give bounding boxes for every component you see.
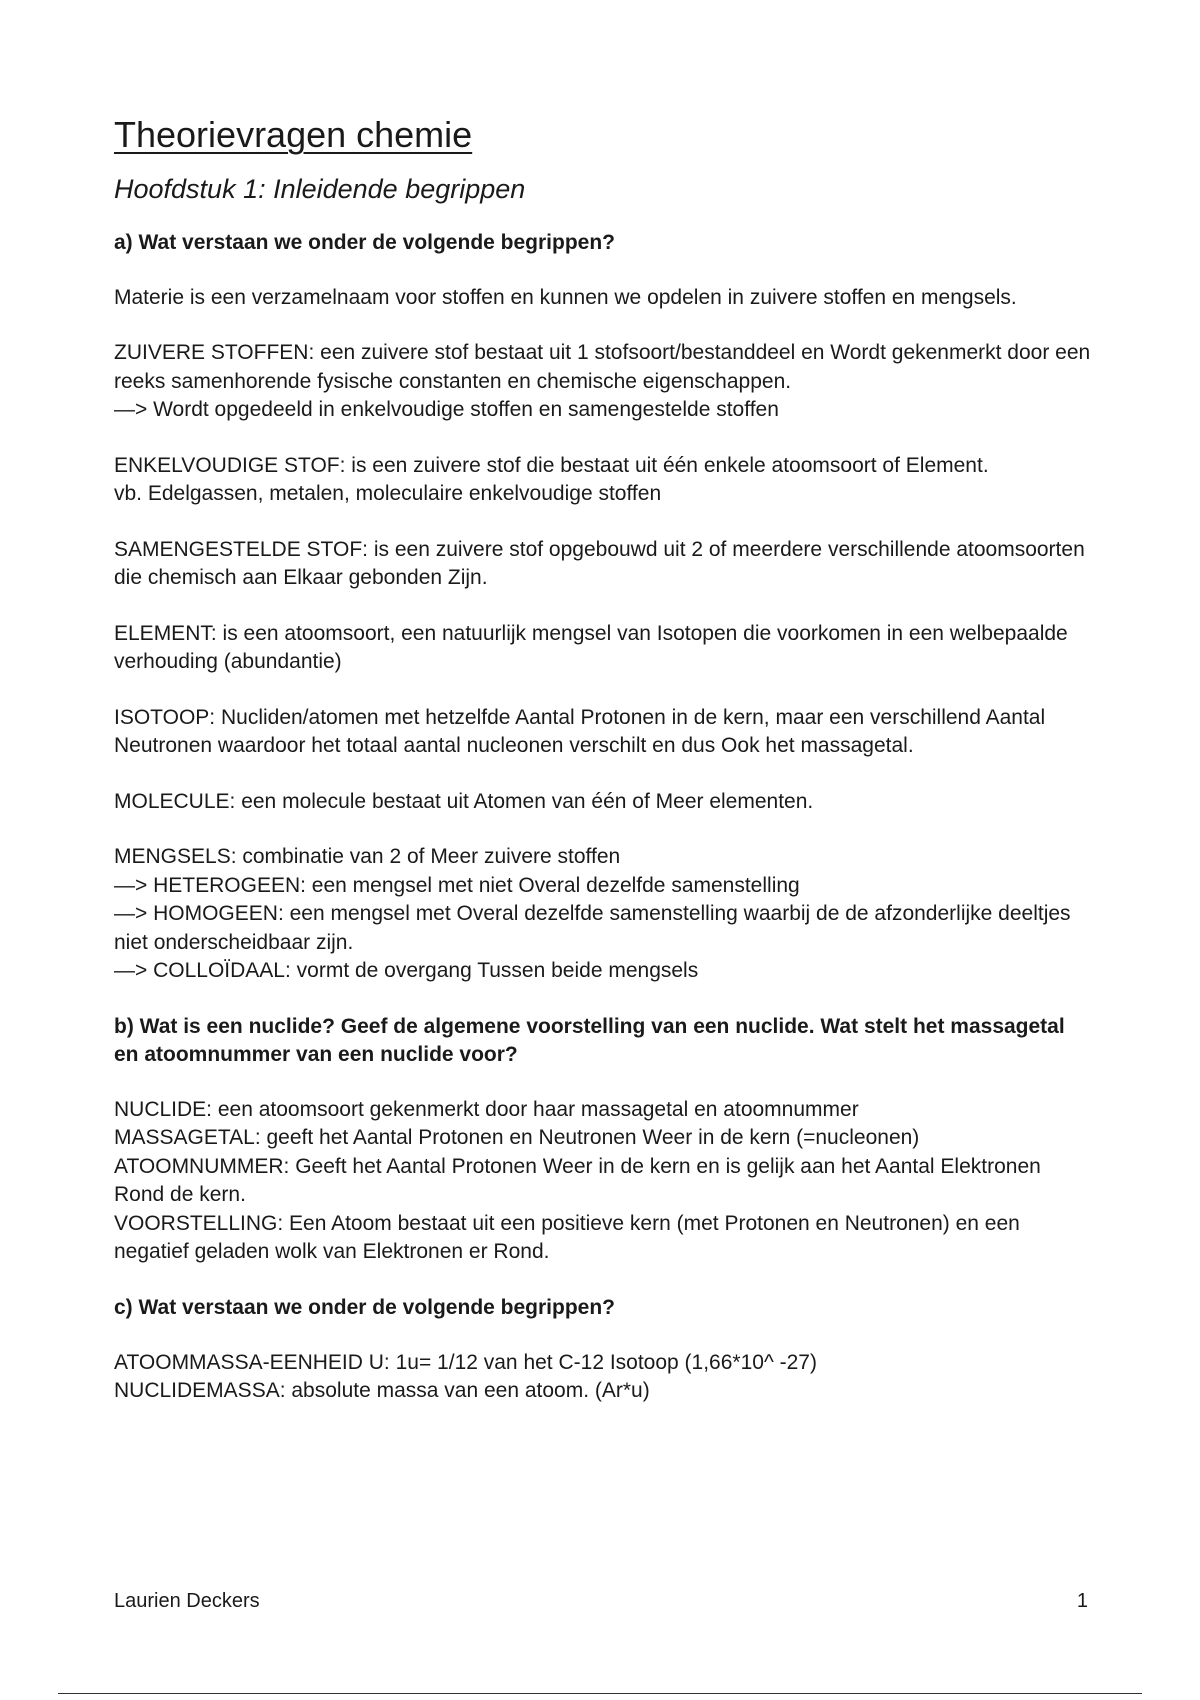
chapter-heading: Hoofdstuk 1: Inleidende begrippen: [114, 174, 526, 204]
document-content: [114, 112, 1094, 1433]
enkelvoudige-stof-text: ENKELVOUDIGE STOF: is een zuivere stof die bestaat uit één enkele atoomsoort of Element.: [114, 453, 989, 477]
isotoop-text: ISOTOOP: Nucliden/atomen met hetzelfde Aantal Protonen in de kern, maar een verschillend Aantal Neutronen waardoor het totaal aantal nucleonen verschilt en dus Ook het massagetal.: [114, 705, 1046, 758]
voorstelling-text: VOORSTELLING: Een Atoom bestaat uit een positieve kern (met Protonen en Neutronen) en een negatief geladen wolk van Elektronen er Rond.: [114, 1211, 1020, 1264]
paragraph-molecule: [114, 788, 1094, 817]
question-a: a) Wat verstaan we onder de volgende begrippen?: [114, 230, 615, 254]
paragraph-atoommassa: [114, 1349, 1094, 1406]
paragraph-samengestelde-stof: [114, 536, 1094, 593]
paragraph-enkelvoudige-stof: [114, 452, 1094, 509]
samengestelde-stof-text: SAMENGESTELDE STOF: is een zuivere stof opgebouwd uit 2 of meerdere verschillende atoomsoorten die chemisch aan Elkaar gebonden Zijn.: [114, 537, 1085, 590]
mengsels-text: MENGSELS: combinatie van 2 of Meer zuivere stoffen: [114, 845, 621, 869]
paragraph-element: [114, 620, 1094, 677]
question-c: c) Wat verstaan we onder de volgende begrippen?: [114, 1295, 615, 1319]
paragraph-mengsels: [114, 843, 1094, 986]
footer-page-number: 1: [1076, 1590, 1088, 1612]
footer-author: Laurien Deckers: [114, 1590, 260, 1612]
molecule-text: MOLECULE: een molecule bestaat uit Atomen van één of Meer elementen.: [114, 789, 814, 813]
paragraph-zuivere-stoffen: [114, 339, 1094, 425]
nuclide-text: NUCLIDE: een atoomsoort gekenmerkt door haar massagetal en atoomnummer: [114, 1097, 859, 1121]
heterogeen-text: —> HETEROGEEN: een mengsel met niet Overal dezelfde samenstelling: [114, 873, 800, 897]
question-b: b) Wat is een nuclide? Geef de algemene voorstelling van een nuclide. Wat stelt het massagetal en atoomnummer van een nuclide voor?: [114, 1014, 1065, 1066]
zuivere-stoffen-text: ZUIVERE STOFFEN: een zuivere stof bestaat uit 1 stofsoort/bestanddeel en Wordt gekenmerkt door een reeks samenhorende fysische constanten en chemische eigenschappen.: [114, 341, 1091, 393]
homogeen-text: —> HOMOGEEN: een mengsel met Overal dezelfde samenstelling waarbij de de afzonderlijke deeltjes niet onderscheidbaar zijn.: [114, 902, 1071, 954]
element-text: ELEMENT: is een atoomsoort, een natuurlijk mengsel van Isotopen die voorkomen in een welbepaalde verhouding (abundantie): [114, 621, 1068, 674]
bottom-divider: [58, 1693, 1142, 1694]
document-title: Theorievragen chemie: [114, 114, 473, 155]
nuclidemassa-text: NUCLIDEMASSA: absolute massa van een atoom. (Ar*u): [114, 1379, 650, 1403]
paragraph-nuclide: [114, 1096, 1094, 1267]
colloidaal-text: —> COLLOÏDAAL: vormt de overgang Tussen beide mengsels: [114, 959, 699, 983]
paragraph-materie: [114, 284, 1094, 313]
enkelvoudige-stof-example: vb. Edelgassen, metalen, moleculaire enkelvoudige stoffen: [114, 482, 662, 506]
zuivere-stoffen-arrow: —> Wordt opgedeeld in enkelvoudige stoffen en samengestelde stoffen: [114, 398, 779, 422]
materie-text: Materie is een verzamelnaam voor stoffen en kunnen we opdelen in zuivere stoffen en mengsels.: [114, 285, 1017, 309]
paragraph-isotoop: [114, 704, 1094, 761]
atoomnummer-text: ATOOMNUMMER: Geeft het Aantal Protonen Weer in de kern en is gelijk aan het Aantal Elektronen Rond de kern.: [114, 1154, 1041, 1207]
atoommassa-text: ATOOMMASSA-EENHEID U: 1u= 1/12 van het C-12 Isotoop (1,66*10^ -27): [114, 1350, 817, 1374]
massagetal-text: MASSAGETAL: geeft het Aantal Protonen en Neutronen Weer in de kern (=nucleonen): [114, 1126, 920, 1150]
